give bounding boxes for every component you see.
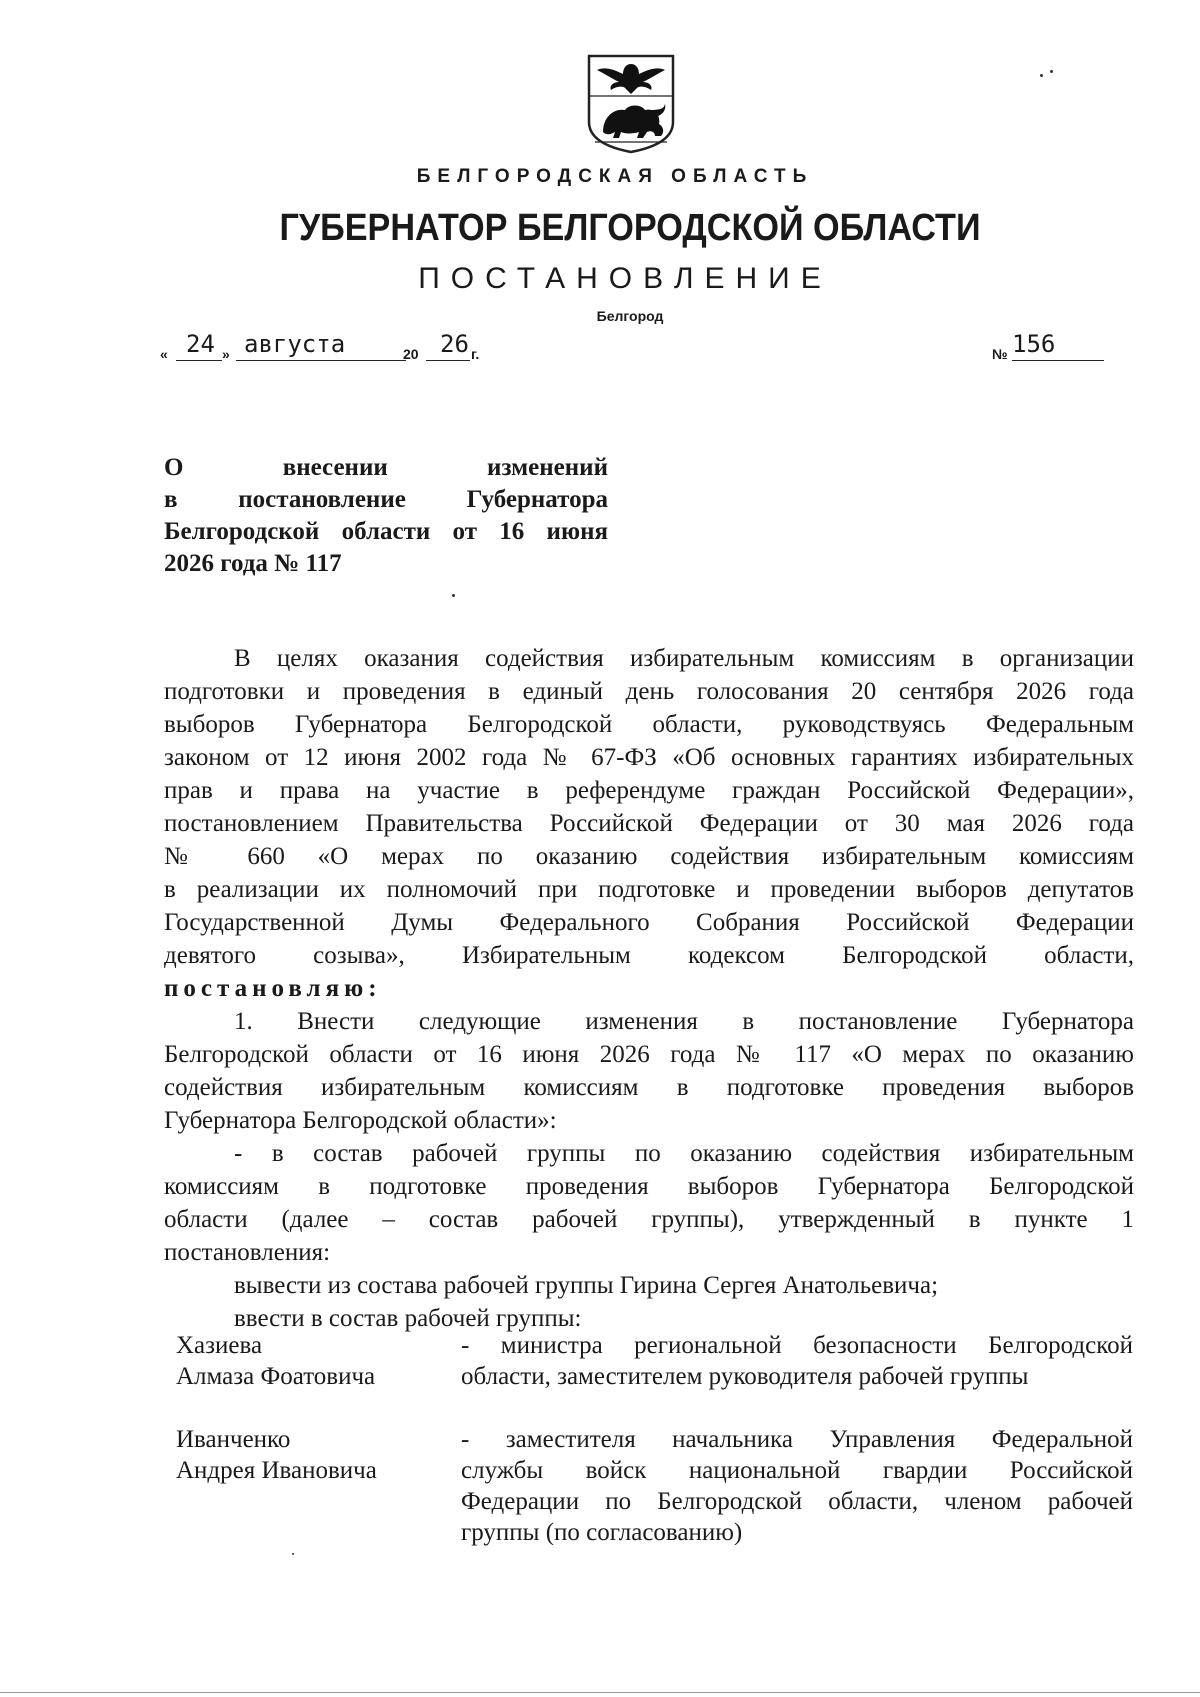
body-line: комиссиям в подготовке проведения выборов Губернатора Белгородской	[164, 1173, 1134, 1200]
scan-speck	[1050, 70, 1053, 73]
document-number: 156	[1012, 330, 1056, 358]
member-role-line: Федерации по Белгородской области, членом рабочей	[461, 1488, 1133, 1515]
body-line: В целях оказания содействия избирательным комиссиям в организации	[234, 645, 1134, 672]
subject-line: О внесении изменений	[164, 454, 608, 481]
member-entry	[176, 1424, 1136, 1554]
date-year: 26	[440, 330, 469, 358]
day-underline	[176, 360, 222, 361]
date-day: 24	[186, 330, 215, 358]
member-name	[176, 1424, 446, 1486]
body-line: постановлением Правительства Российской Федерации от 30 мая 2026 года	[164, 810, 1134, 837]
member-name	[176, 1330, 446, 1392]
body-line: ввести в состав рабочей группы:	[234, 1305, 582, 1332]
date-century: 20	[403, 346, 419, 362]
number-prefix: №	[992, 346, 1008, 362]
body-line: содействия избирательным комиссиям в подготовке проведения выборов	[164, 1074, 1134, 1101]
year-underline	[426, 360, 470, 361]
members-list	[176, 1330, 1136, 1554]
body-line: 1. Внести следующие изменения в постановление Губернатора	[234, 1008, 1134, 1035]
body-line: подготовки и проведения в единый день голосования 20 сентября 2026 года	[164, 678, 1134, 705]
subject-line: 2026 года № 117	[164, 550, 342, 577]
date-month: августа	[244, 330, 346, 358]
bottom-edge-line	[0, 1692, 1200, 1693]
body-line: девятого созыва», Избирательным кодексом Белгородской области,	[164, 942, 1134, 969]
document-subject	[164, 452, 608, 580]
city-name: Белгород	[596, 308, 664, 324]
body-line: постановления:	[164, 1239, 331, 1266]
body-line: вывести из состава рабочей группы Гирина Сергея Анатольевича;	[234, 1272, 939, 1299]
year-suffix: г.	[471, 346, 480, 362]
body-line: области (далее – состав рабочей группы), утвержденный в пункте 1	[164, 1206, 1134, 1233]
body-line: в реализации их полномочий при подготовке и проведении выборов депутатов	[164, 876, 1134, 903]
body-line: выборов Губернатора Белгородской области, руководствуясь Федеральным	[164, 711, 1134, 738]
month-underline	[236, 360, 406, 361]
member-role-line: группы (по согласованию)	[461, 1519, 743, 1546]
member-given-name: Андрея Ивановича	[176, 1457, 377, 1484]
member-role-line: службы войск национальной гвардии Российской	[461, 1457, 1133, 1484]
date-line	[160, 332, 1110, 362]
member-role-line: - министра региональной безопасности Белгородской	[461, 1332, 1133, 1359]
open-quote: «	[160, 346, 168, 362]
member-surname: Иванченко	[176, 1426, 291, 1453]
member-surname: Хазиева	[176, 1332, 263, 1359]
member-role-line: - заместителя начальника Управления Федеральной	[461, 1426, 1133, 1453]
region-name: БЕЛГОРОДСКАЯ ОБЛАСТЬ	[416, 166, 814, 187]
resolution-word: постановляю:	[164, 975, 382, 1002]
body-line: прав и права на участие в референдуме граждан Российской Федерации»,	[164, 777, 1134, 804]
number-underline	[1012, 360, 1104, 361]
body-line: Белгородской области от 16 июня 2026 года № 117 «О мерах по оказанию	[164, 1041, 1134, 1068]
scan-speck	[452, 594, 455, 597]
body-line: законом от 12 июня 2002 года № 67-ФЗ «Об основных гарантиях избирательных	[164, 744, 1134, 771]
close-quote: »	[222, 346, 230, 362]
document-type: ПОСТАНОВЛЕНИЕ	[418, 262, 832, 295]
body-line: - в состав рабочей группы по оказанию содействия избирательным	[234, 1140, 1134, 1167]
member-role	[461, 1424, 1133, 1548]
member-role-line: области, заместителем руководителя рабочей группы	[461, 1363, 1029, 1390]
scan-speck	[292, 1553, 294, 1555]
subject-line: Белгородской области от 16 июня	[164, 518, 608, 545]
member-entry	[176, 1330, 1136, 1424]
document-body	[164, 642, 1134, 1335]
subject-line: в постановление Губернатора	[164, 486, 608, 513]
body-line: № 660 «О мерах по оказанию содействия избирательным комиссиям	[164, 843, 1134, 870]
authority-title: ГУБЕРНАТОР БЕЛГОРОДСКОЙ ОБЛАСТИ	[279, 207, 981, 249]
body-line: Государственной Думы Федерального Собрания Российской Федерации	[164, 909, 1134, 936]
body-line: Губернатора Белгородской области»:	[164, 1107, 557, 1134]
belgorod-coat-of-arms-icon	[585, 52, 677, 154]
member-role	[461, 1330, 1133, 1392]
member-given-name: Алмаза Фоатовича	[176, 1363, 376, 1390]
scan-speck	[1040, 74, 1043, 77]
